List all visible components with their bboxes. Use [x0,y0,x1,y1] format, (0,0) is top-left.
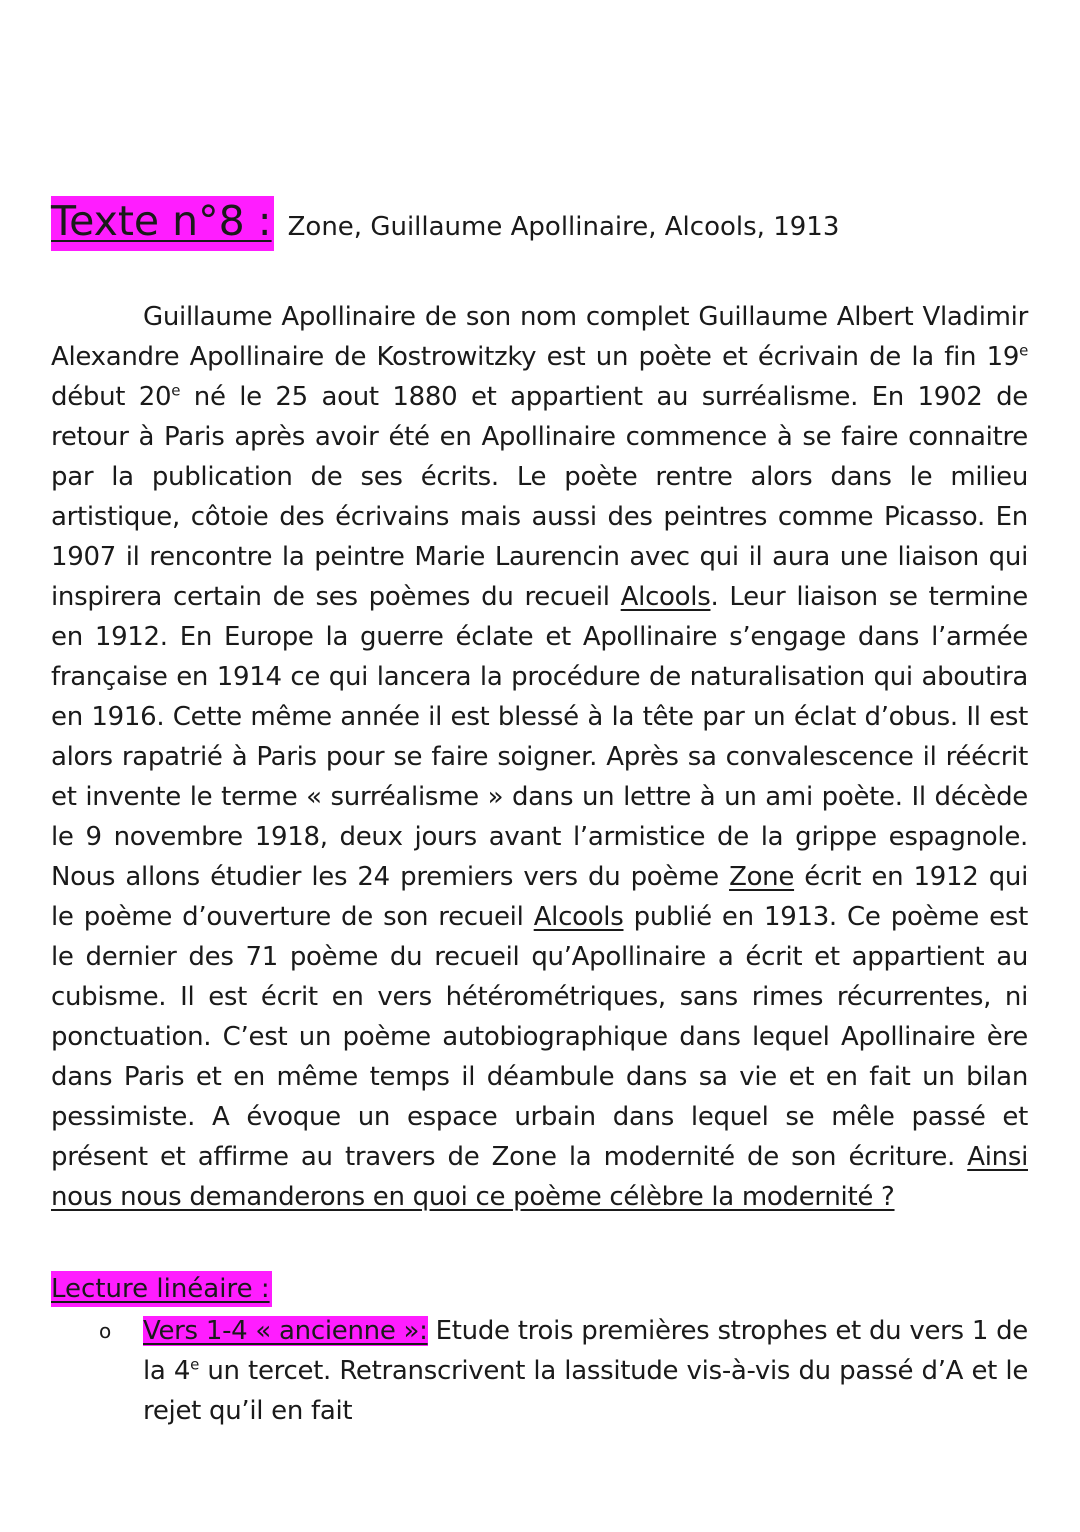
alcools-title-1: Alcools [620,582,711,612]
intro-text-5: écrit en 1912 qui le poème d’ouverture de son recueil [51,862,1028,932]
list-item-sup: e [190,1355,200,1374]
problematic-question: Ainsi nous nous demanderons en quoi ce poème célèbre la modernité ? [51,1142,1028,1212]
list-item-label: Vers 1-4 « ancienne »: [143,1316,428,1346]
intro-text-1: Guillaume Apollinaire de son nom complet Guillaume Albert Vladimir Alexandre Apollinaire de Kostrowitzky est un poète et écrivain de la fin 19 [51,302,1028,372]
document-title: Texte n°8 : [51,196,274,251]
document-subtitle: Zone, Guillaume Apollinaire, Alcools, 1913 [287,212,840,242]
zone-title: Zone [729,862,795,892]
section-title: Lecture linéaire : [51,1271,272,1307]
section-list [51,1311,1028,1431]
intro-text-4: . Leur liaison se termine en 1912. En Europe la guerre éclate et Apollinaire s’engage dans l’armée française en 1914 ce qui lancera la procédure de naturalisation qui aboutira en 1916. Cette même année il est blessé à la tête par un éclat d’obus. Il est alors rapatrié à Paris pour se faire soigner. Après sa convalescence il réécrit et invente le terme « surréalisme » dans un lettre à un ami poète. Il décède le 9 novembre 1918, deux jours avant l’armistice de la grippe espagnole. Nous allons étudier les 24 premiers vers du poème [51,582,1028,892]
list-item [51,1311,1028,1431]
circle-bullet-icon: o [99,1319,111,1343]
intro-text-2: début 20 [51,382,172,412]
list-item-text-2: un tercet. Retranscrivent la lassitude vis-à-vis du passé d’A et le rejet qu’il en fait [143,1356,1029,1426]
intro-sup-2: e [171,381,181,400]
intro-paragraph [51,297,1028,1217]
intro-text-6: publié en 1913. Ce poème est le dernier des 71 poème du recueil qu’Apollinaire a écrit et appartient au cubisme. Il est écrit en vers hétérométriques, sans rimes récurrentes, ni ponctuation. C’est un poème autobiographique dans lequel Apollinaire ère dans Paris et en même temps il déambule dans sa vie et en fait un bilan pessimiste. A évoque un espace urbain dans lequel se mêle passé et présent et affirme au travers de Zone la modernité de son écriture. [51,902,1028,1172]
title-line [51,196,1028,251]
list-item-text-1: Etude trois premières strophes et du vers 1 de la 4 [143,1316,1028,1386]
alcools-title-2: Alcools [533,902,624,932]
document-page [51,196,1028,1431]
intro-text-3: né le 25 aout 1880 et appartient au surréalisme. En 1902 de retour à Paris après avoir été en Apollinaire commence à se faire connaitre par la publication de ses écrits. Le poète rentre alors dans le milieu artistique, côtoie des écrivains mais aussi des peintres comme Picasso. En 1907 il rencontre la peintre Marie Laurencin avec qui il aura une liaison qui inspirera certain de ses poèmes du recueil [51,382,1028,612]
intro-sup-1: e [1019,341,1028,360]
